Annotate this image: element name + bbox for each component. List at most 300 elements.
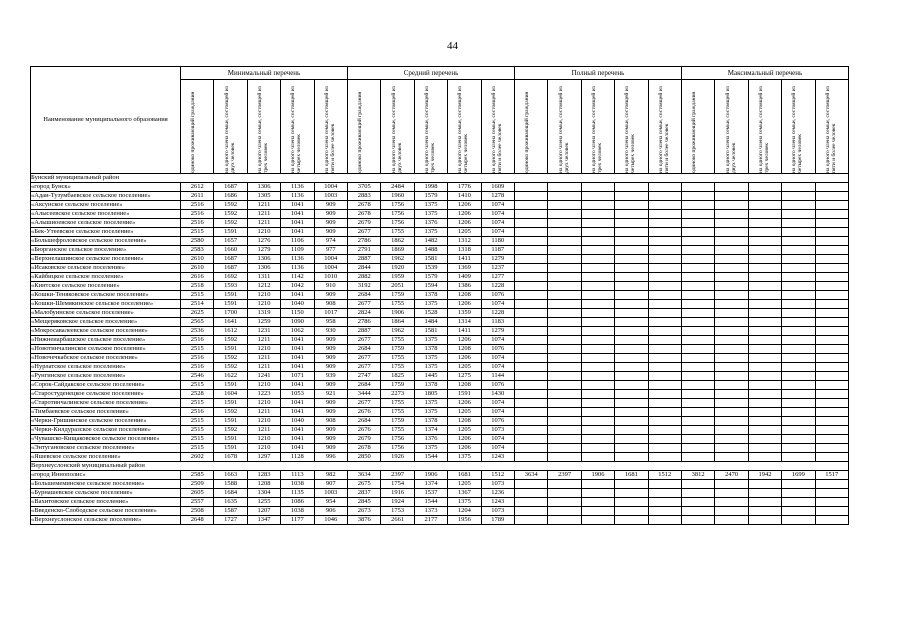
value-cell xyxy=(715,363,748,372)
sub-column-header xyxy=(281,80,314,174)
value-cell: 1210 xyxy=(247,300,280,309)
value-cell xyxy=(715,300,748,309)
value-cell xyxy=(615,291,648,300)
value-cell: 1592 xyxy=(214,408,247,417)
value-cell xyxy=(581,390,614,399)
value-cell: 2515 xyxy=(181,444,214,453)
value-cell: 2273 xyxy=(381,390,414,399)
table-row xyxy=(31,417,849,426)
value-cell xyxy=(815,489,848,498)
value-cell: 2515 xyxy=(181,417,214,426)
value-cell xyxy=(648,228,681,237)
value-cell xyxy=(782,219,815,228)
value-cell xyxy=(782,435,815,444)
value-cell: 1073 xyxy=(481,426,514,435)
value-cell: 2565 xyxy=(181,318,214,327)
sub-column-header xyxy=(581,80,614,174)
table-row xyxy=(31,336,849,345)
value-cell: 1609 xyxy=(481,183,514,192)
value-cell: 2515 xyxy=(181,399,214,408)
value-cell xyxy=(548,201,581,210)
value-cell xyxy=(648,363,681,372)
value-cell: 2673 xyxy=(348,507,381,516)
municipality-name: «Черки-Килдуразское сельское поселение» xyxy=(31,426,181,435)
value-cell: 930 xyxy=(314,327,347,336)
value-cell xyxy=(548,444,581,453)
value-cell xyxy=(782,363,815,372)
value-cell: 1206 xyxy=(448,300,481,309)
value-cell: 1375 xyxy=(414,336,447,345)
value-cell: 3192 xyxy=(348,282,381,291)
municipality-name: «Малобуинское сельское поселение» xyxy=(31,309,181,318)
value-cell: 2516 xyxy=(181,408,214,417)
municipality-name: «Кошки-Шемякинское сельское поселение» xyxy=(31,300,181,309)
table-row xyxy=(31,399,849,408)
table-row xyxy=(31,228,849,237)
table-row xyxy=(31,201,849,210)
value-cell xyxy=(748,264,781,273)
value-cell xyxy=(581,210,614,219)
value-cell xyxy=(815,336,848,345)
value-cell xyxy=(681,372,714,381)
value-cell xyxy=(515,228,548,237)
value-cell: 1279 xyxy=(247,246,280,255)
value-cell xyxy=(648,183,681,192)
value-cell xyxy=(681,318,714,327)
value-cell: 1071 xyxy=(281,372,314,381)
value-cell xyxy=(515,363,548,372)
table-row xyxy=(31,309,849,318)
value-cell xyxy=(581,282,614,291)
value-cell xyxy=(515,201,548,210)
value-cell xyxy=(715,498,748,507)
value-cell: 1378 xyxy=(414,381,447,390)
value-cell xyxy=(615,444,648,453)
value-cell xyxy=(748,336,781,345)
value-cell xyxy=(815,219,848,228)
value-cell xyxy=(648,489,681,498)
value-cell xyxy=(648,453,681,462)
value-cell xyxy=(548,372,581,381)
value-cell: 1206 xyxy=(448,354,481,363)
value-cell xyxy=(681,363,714,372)
municipality-name: «Бюрганское сельское поселение» xyxy=(31,246,181,255)
value-cell: 1223 xyxy=(247,390,280,399)
value-cell xyxy=(581,381,614,390)
sub-column-header xyxy=(214,80,247,174)
value-cell: 1074 xyxy=(481,210,514,219)
value-cell xyxy=(815,210,848,219)
value-cell: 1375 xyxy=(448,453,481,462)
value-cell: 1926 xyxy=(381,453,414,462)
value-cell xyxy=(548,318,581,327)
value-cell xyxy=(715,318,748,327)
value-cell xyxy=(815,354,848,363)
value-cell xyxy=(648,507,681,516)
municipality-name: «Верхнелашинское сельское поселение» xyxy=(31,255,181,264)
page-number: 44 xyxy=(447,40,458,52)
sub-column-header xyxy=(481,80,514,174)
value-cell: 1544 xyxy=(414,453,447,462)
value-cell: 1687 xyxy=(214,255,247,264)
value-cell xyxy=(748,417,781,426)
value-cell: 2887 xyxy=(348,327,381,336)
value-cell: 1231 xyxy=(247,327,280,336)
value-cell xyxy=(715,246,748,255)
table-row xyxy=(31,273,849,282)
value-cell: 1488 xyxy=(414,246,447,255)
value-cell xyxy=(715,453,748,462)
value-cell: 1539 xyxy=(414,264,447,273)
value-cell: 1211 xyxy=(247,210,280,219)
value-cell xyxy=(548,309,581,318)
value-cell: 1591 xyxy=(214,291,247,300)
value-cell xyxy=(548,363,581,372)
value-cell xyxy=(615,372,648,381)
sub-column-header xyxy=(748,80,781,174)
value-cell: 1825 xyxy=(381,372,414,381)
value-cell xyxy=(815,453,848,462)
value-cell: 1375 xyxy=(414,201,447,210)
value-cell: 1305 xyxy=(247,192,280,201)
value-cell xyxy=(648,300,681,309)
value-cell xyxy=(581,246,614,255)
group-header: Минимальный перечень xyxy=(181,67,348,80)
value-cell: 939 xyxy=(314,372,347,381)
value-cell: 907 xyxy=(314,480,347,489)
value-cell: 1376 xyxy=(414,219,447,228)
value-cell xyxy=(615,417,648,426)
value-cell xyxy=(715,237,748,246)
value-cell xyxy=(648,426,681,435)
municipality-name: «Чувашско-Кищаковское сельское поселение» xyxy=(31,435,181,444)
value-cell: 1041 xyxy=(281,291,314,300)
value-cell xyxy=(815,507,848,516)
value-cell xyxy=(715,399,748,408)
value-cell xyxy=(681,345,714,354)
value-cell: 1142 xyxy=(281,273,314,282)
value-cell: 1386 xyxy=(448,282,481,291)
value-cell: 2616 xyxy=(181,273,214,282)
value-cell: 1906 xyxy=(381,309,414,318)
value-cell: 1135 xyxy=(281,489,314,498)
value-cell: 1183 xyxy=(481,318,514,327)
value-cell: 1906 xyxy=(581,471,614,480)
value-cell xyxy=(515,408,548,417)
sub-column-label: на одного члена семьи, состоящей из трех человек xyxy=(757,86,770,173)
value-cell xyxy=(748,210,781,219)
value-cell: 1962 xyxy=(381,255,414,264)
value-cell: 1756 xyxy=(381,435,414,444)
value-cell: 1591 xyxy=(214,399,247,408)
value-cell: 1076 xyxy=(481,381,514,390)
value-cell xyxy=(648,291,681,300)
value-cell: 2625 xyxy=(181,309,214,318)
value-cell xyxy=(815,498,848,507)
value-cell: 1306 xyxy=(247,264,280,273)
value-cell xyxy=(515,390,548,399)
value-cell xyxy=(548,408,581,417)
value-cell: 1591 xyxy=(214,228,247,237)
value-cell xyxy=(715,192,748,201)
value-cell: 2580 xyxy=(181,237,214,246)
value-cell xyxy=(548,327,581,336)
value-cell: 1776 xyxy=(448,183,481,192)
value-cell: 1591 xyxy=(214,300,247,309)
value-cell: 908 xyxy=(314,300,347,309)
table-row xyxy=(31,246,849,255)
value-cell: 1755 xyxy=(381,354,414,363)
value-cell: 1367 xyxy=(448,489,481,498)
value-cell: 1512 xyxy=(648,471,681,480)
value-cell: 1587 xyxy=(214,507,247,516)
value-cell xyxy=(815,381,848,390)
value-cell xyxy=(648,408,681,417)
value-cell xyxy=(515,327,548,336)
value-cell: 1041 xyxy=(281,210,314,219)
value-cell: 3705 xyxy=(348,183,381,192)
value-cell xyxy=(748,498,781,507)
value-cell xyxy=(581,219,614,228)
value-cell xyxy=(548,417,581,426)
value-cell: 2514 xyxy=(181,300,214,309)
value-cell xyxy=(515,399,548,408)
value-cell xyxy=(748,309,781,318)
value-cell: 1375 xyxy=(414,408,447,417)
value-cell: 1038 xyxy=(281,480,314,489)
value-cell xyxy=(815,372,848,381)
sub-column-label: на одного члена семьи, состоящей из двух человек xyxy=(724,86,737,173)
value-cell xyxy=(615,327,648,336)
value-cell: 1306 xyxy=(247,255,280,264)
value-cell: 1003 xyxy=(314,489,347,498)
value-cell xyxy=(681,516,714,525)
value-cell xyxy=(648,336,681,345)
value-cell: 909 xyxy=(314,345,347,354)
value-cell xyxy=(581,417,614,426)
value-cell: 1604 xyxy=(214,390,247,399)
municipality-name: «Мокросавалеевское сельское поселение» xyxy=(31,327,181,336)
value-cell xyxy=(581,516,614,525)
value-cell xyxy=(782,309,815,318)
value-cell: 2516 xyxy=(181,363,214,372)
value-cell: 2684 xyxy=(348,345,381,354)
value-cell xyxy=(782,372,815,381)
value-cell xyxy=(681,300,714,309)
value-cell: 1074 xyxy=(481,408,514,417)
municipality-name: «Старостуденецкое сельское поселение» xyxy=(31,390,181,399)
value-cell: 906 xyxy=(314,507,347,516)
value-cell: 2786 xyxy=(348,237,381,246)
value-cell xyxy=(782,480,815,489)
value-cell: 1755 xyxy=(381,363,414,372)
value-cell: 2516 xyxy=(181,219,214,228)
value-cell: 1512 xyxy=(481,471,514,480)
value-cell: 1375 xyxy=(414,399,447,408)
value-cell: 3634 xyxy=(348,471,381,480)
value-cell: 1588 xyxy=(214,480,247,489)
value-cell xyxy=(815,228,848,237)
municipality-name: «Алышиоевское сельское поселение» xyxy=(31,219,181,228)
value-cell: 1017 xyxy=(314,309,347,318)
value-cell xyxy=(648,264,681,273)
value-cell xyxy=(581,183,614,192)
value-cell: 2786 xyxy=(348,318,381,327)
value-cell xyxy=(782,417,815,426)
value-cell: 1411 xyxy=(448,327,481,336)
sub-column-label: на одного члена семьи, состоящей из двух человек xyxy=(557,86,570,173)
value-cell xyxy=(581,435,614,444)
value-cell xyxy=(515,255,548,264)
value-cell: 1592 xyxy=(214,201,247,210)
value-cell xyxy=(548,237,581,246)
value-cell xyxy=(782,399,815,408)
table-row xyxy=(31,282,849,291)
value-cell: 1906 xyxy=(414,471,447,480)
value-cell xyxy=(748,192,781,201)
value-cell: 1074 xyxy=(481,228,514,237)
value-cell xyxy=(748,507,781,516)
value-cell xyxy=(815,246,848,255)
value-cell: 1319 xyxy=(247,309,280,318)
value-cell: 1150 xyxy=(281,309,314,318)
value-cell xyxy=(548,219,581,228)
value-cell xyxy=(515,273,548,282)
value-cell xyxy=(715,381,748,390)
value-cell: 2508 xyxy=(181,507,214,516)
value-cell xyxy=(782,246,815,255)
table-row xyxy=(31,444,849,453)
value-cell: 1805 xyxy=(414,390,447,399)
value-cell: 2528 xyxy=(181,390,214,399)
value-cell: 977 xyxy=(314,246,347,255)
value-cell xyxy=(715,354,748,363)
value-cell xyxy=(581,327,614,336)
value-cell: 909 xyxy=(314,228,347,237)
value-cell xyxy=(748,246,781,255)
value-cell xyxy=(815,480,848,489)
value-cell: 996 xyxy=(314,453,347,462)
value-cell xyxy=(782,273,815,282)
sub-column-label: на одного члена семьи, состоящей из четырех человек xyxy=(791,86,804,173)
value-cell: 1700 xyxy=(214,309,247,318)
value-cell: 1378 xyxy=(414,291,447,300)
value-cell xyxy=(581,201,614,210)
table-row xyxy=(31,300,849,309)
value-cell xyxy=(748,408,781,417)
value-cell: 1206 xyxy=(448,435,481,444)
value-cell xyxy=(715,444,748,453)
value-cell xyxy=(748,453,781,462)
value-cell: 1211 xyxy=(247,363,280,372)
value-cell xyxy=(815,408,848,417)
value-cell xyxy=(581,255,614,264)
value-cell xyxy=(681,282,714,291)
value-cell: 909 xyxy=(314,444,347,453)
municipality-name: «Адаи-Тузумбаевское сельское поселение» xyxy=(31,192,181,201)
value-cell xyxy=(715,201,748,210)
value-cell xyxy=(648,237,681,246)
value-cell: 1641 xyxy=(214,318,247,327)
value-cell: 974 xyxy=(314,237,347,246)
sub-column-header xyxy=(815,80,848,174)
sub-column-header xyxy=(348,80,381,174)
value-cell: 1759 xyxy=(381,345,414,354)
value-cell: 3876 xyxy=(348,516,381,525)
value-cell: 1635 xyxy=(214,498,247,507)
value-cell xyxy=(748,489,781,498)
value-cell: 1074 xyxy=(481,444,514,453)
value-cell xyxy=(715,336,748,345)
value-cell xyxy=(515,309,548,318)
value-cell: 1206 xyxy=(448,210,481,219)
value-cell xyxy=(648,273,681,282)
value-cell xyxy=(581,444,614,453)
value-cell: 1297 xyxy=(247,453,280,462)
municipality-name: «Яшевское сельское поселение» xyxy=(31,453,181,462)
value-cell xyxy=(815,264,848,273)
value-cell xyxy=(581,228,614,237)
value-cell: 1756 xyxy=(381,201,414,210)
value-cell: 1053 xyxy=(281,390,314,399)
value-cell: 1211 xyxy=(247,201,280,210)
table-row xyxy=(31,318,849,327)
table-row xyxy=(31,354,849,363)
value-cell xyxy=(748,426,781,435)
value-cell xyxy=(681,183,714,192)
value-cell xyxy=(648,444,681,453)
value-cell xyxy=(648,282,681,291)
value-cell: 958 xyxy=(314,318,347,327)
value-cell xyxy=(548,255,581,264)
value-cell xyxy=(782,390,815,399)
sub-column-label: одиноко проживающий гражданин xyxy=(357,91,364,173)
value-cell xyxy=(681,498,714,507)
value-cell xyxy=(548,489,581,498)
value-cell xyxy=(681,336,714,345)
value-cell: 2677 xyxy=(348,300,381,309)
value-cell: 1378 xyxy=(414,345,447,354)
value-cell: 2675 xyxy=(348,480,381,489)
value-cell xyxy=(681,399,714,408)
table-row xyxy=(31,426,849,435)
value-cell: 1956 xyxy=(448,516,481,525)
value-cell: 1591 xyxy=(214,417,247,426)
value-cell xyxy=(615,201,648,210)
value-cell xyxy=(548,345,581,354)
value-cell: 921 xyxy=(314,390,347,399)
value-cell: 1484 xyxy=(414,318,447,327)
value-cell xyxy=(815,327,848,336)
value-cell xyxy=(748,390,781,399)
value-cell xyxy=(615,336,648,345)
value-cell: 1208 xyxy=(448,417,481,426)
value-cell: 2515 xyxy=(181,381,214,390)
table-row xyxy=(31,237,849,246)
table-row xyxy=(31,372,849,381)
value-cell: 1073 xyxy=(481,480,514,489)
value-cell: 1004 xyxy=(314,264,347,273)
value-cell xyxy=(681,408,714,417)
table-row xyxy=(31,363,849,372)
value-cell xyxy=(648,480,681,489)
value-cell xyxy=(548,354,581,363)
value-cell: 1755 xyxy=(381,426,414,435)
value-cell xyxy=(815,201,848,210)
value-cell xyxy=(715,183,748,192)
municipality-name: «Вахитовское сельское поселение» xyxy=(31,498,181,507)
value-cell: 1622 xyxy=(214,372,247,381)
